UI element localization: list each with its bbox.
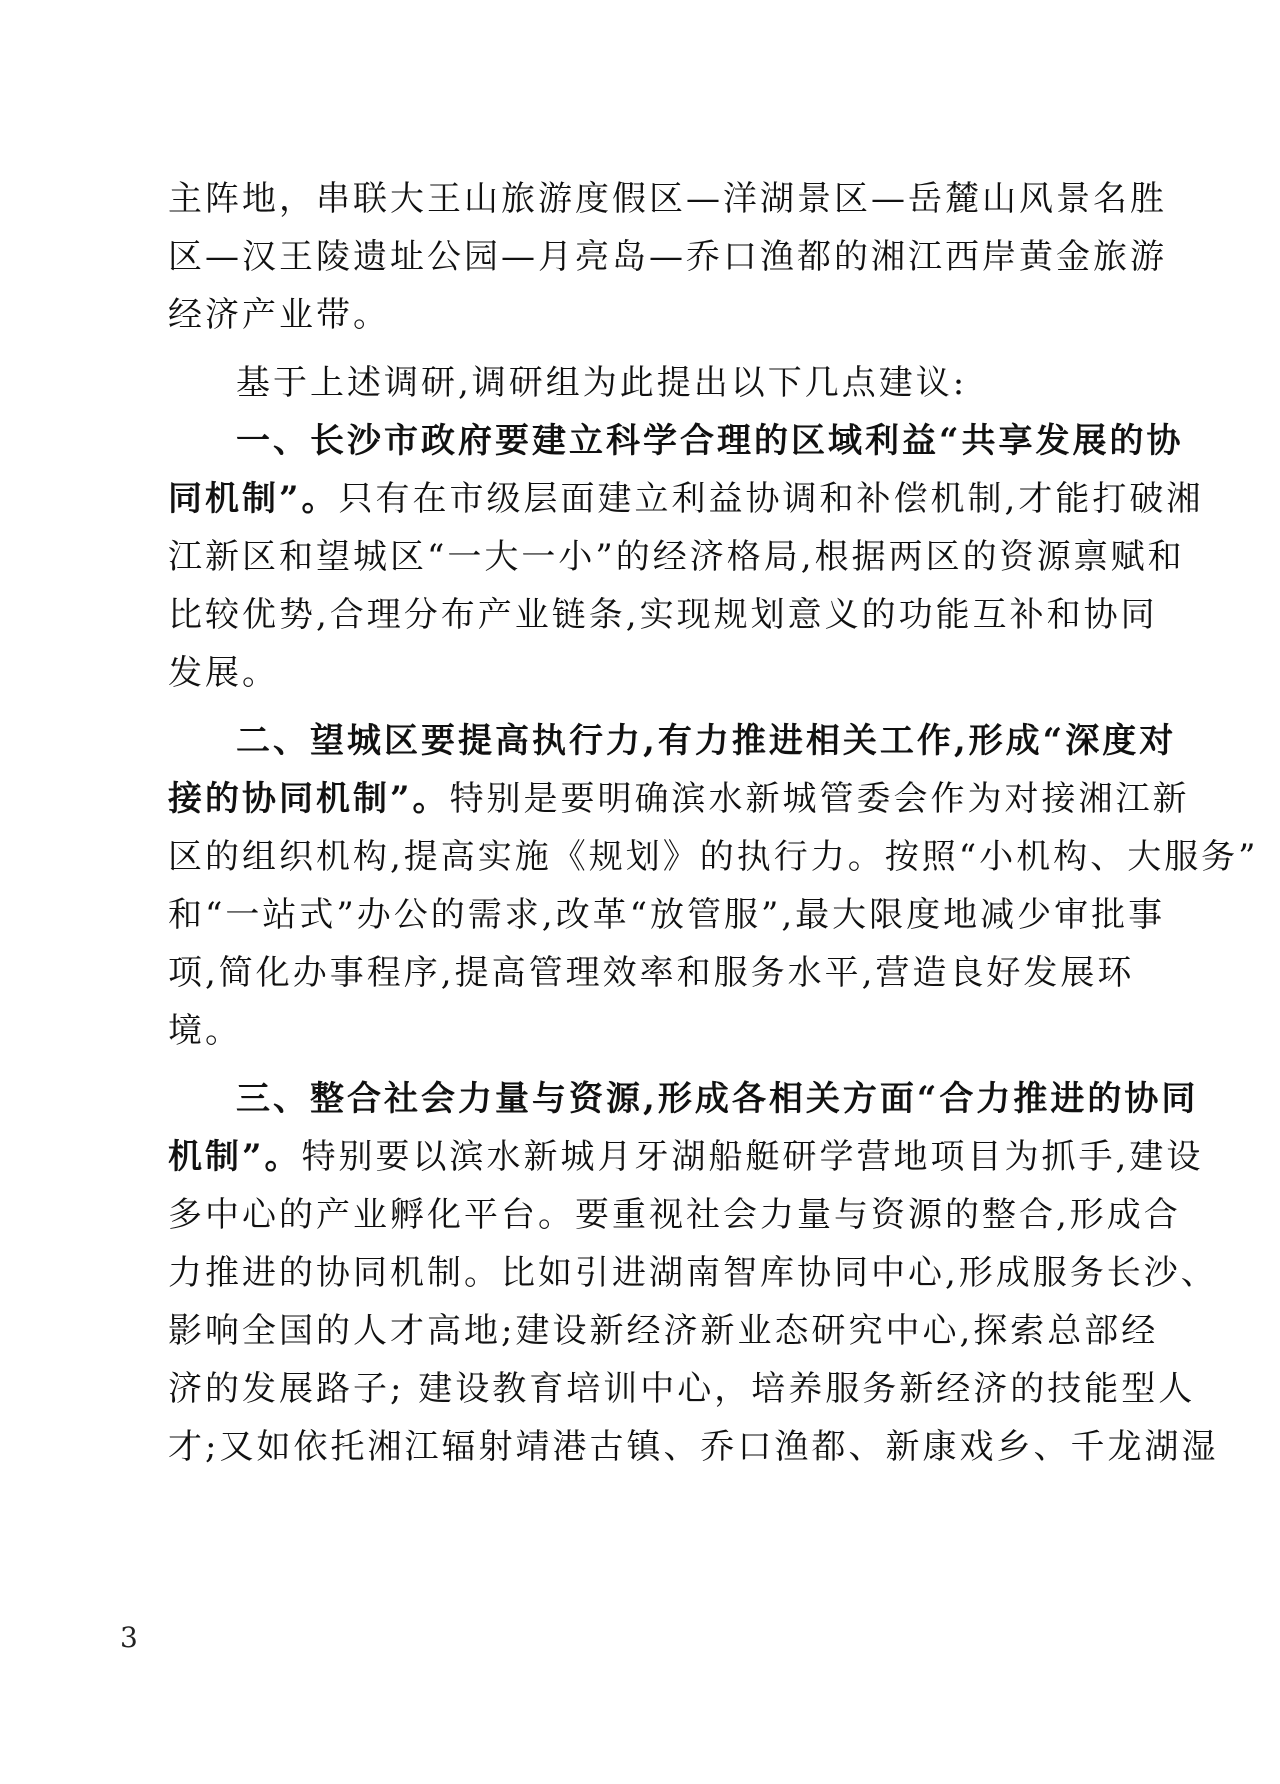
suggestion-3-line: 济的发展路子; 建设教育培训中心，培养服务新经济的技能型人	[168, 1369, 1196, 1409]
suggestion-2-line: 境。	[168, 1011, 242, 1051]
suggestion-2-heading: 二、望城区要提高执行力,有力推进相关工作,形成“深度对	[236, 721, 1177, 761]
suggestion-2-line: 项,简化办事程序,提高管理效率和服务水平,营造良好发展环	[168, 953, 1135, 993]
suggestion-3-heading-end: 机制”。	[168, 1137, 302, 1177]
intro-paragraph: 基于上述调研,调研组为此提出以下几点建议:	[236, 363, 968, 403]
suggestion-2-heading-end: 接的协同机制”。	[168, 779, 450, 819]
body-text-line: 经济产业带。	[168, 295, 390, 335]
suggestion-2-line	[168, 770, 1190, 828]
suggestion-3-line: 力推进的协同机制。比如引进湖南智库协同中心,形成服务长沙、	[168, 1253, 1218, 1293]
suggestion-1-line	[168, 470, 1204, 528]
suggestion-1-heading: 一、长沙市政府要建立科学合理的区域利益“共享发展的协	[236, 421, 1184, 461]
suggestion-1-line: 比较优势,合理分布产业链条,实现规划意义的功能互补和协同	[168, 595, 1158, 635]
suggestion-3-heading: 三、整合社会力量与资源,形成各相关方面“合力推进的协同	[236, 1079, 1199, 1119]
suggestion-2-line: 和“一站式”办公的需求,改革“放管服”,最大限度地减少审批事	[168, 895, 1166, 935]
suggestion-2-text: 特别是要明确滨水新城管委会作为对接湘江新	[449, 779, 1190, 819]
suggestion-1-line: 江新区和望城区“一大一小”的经济格局,根据两区的资源禀赋和	[168, 537, 1185, 577]
suggestion-3-line: 多中心的产业孵化平台。要重视社会力量与资源的整合,形成合	[168, 1195, 1181, 1235]
suggestion-3-line: 才;又如依托湘江辐射靖港古镇、乔口渔都、新康戏乡、千龙湖湿	[168, 1427, 1219, 1467]
body-text-line: 主阵地，串联大王山旅游度假区—洋湖景区—岳麓山风景名胜	[168, 179, 1167, 219]
suggestion-3-line	[168, 1128, 1204, 1186]
suggestion-1-text: 只有在市级层面建立利益协调和补偿机制,才能打破湘	[338, 479, 1204, 519]
document-body	[168, 170, 1259, 1476]
suggestion-3-line: 影响全国的人才高地;建设新经济新业态研究中心,探索总部经	[168, 1311, 1159, 1351]
suggestion-2-line: 区的组织机构,提高实施《规划》的执行力。按照“小机构、大服务”	[168, 837, 1259, 877]
suggestion-1-heading-end: 同机制”。	[168, 479, 339, 519]
body-text-line: 区—汉王陵遗址公园—月亮岛—乔口渔都的湘江西岸黄金旅游	[168, 237, 1167, 277]
page-number: 3	[120, 1621, 138, 1654]
suggestion-1-line: 发展。	[168, 653, 279, 693]
suggestion-3-text: 特别要以滨水新城月牙湖船艇研学营地项目为抓手,建设	[301, 1137, 1204, 1177]
